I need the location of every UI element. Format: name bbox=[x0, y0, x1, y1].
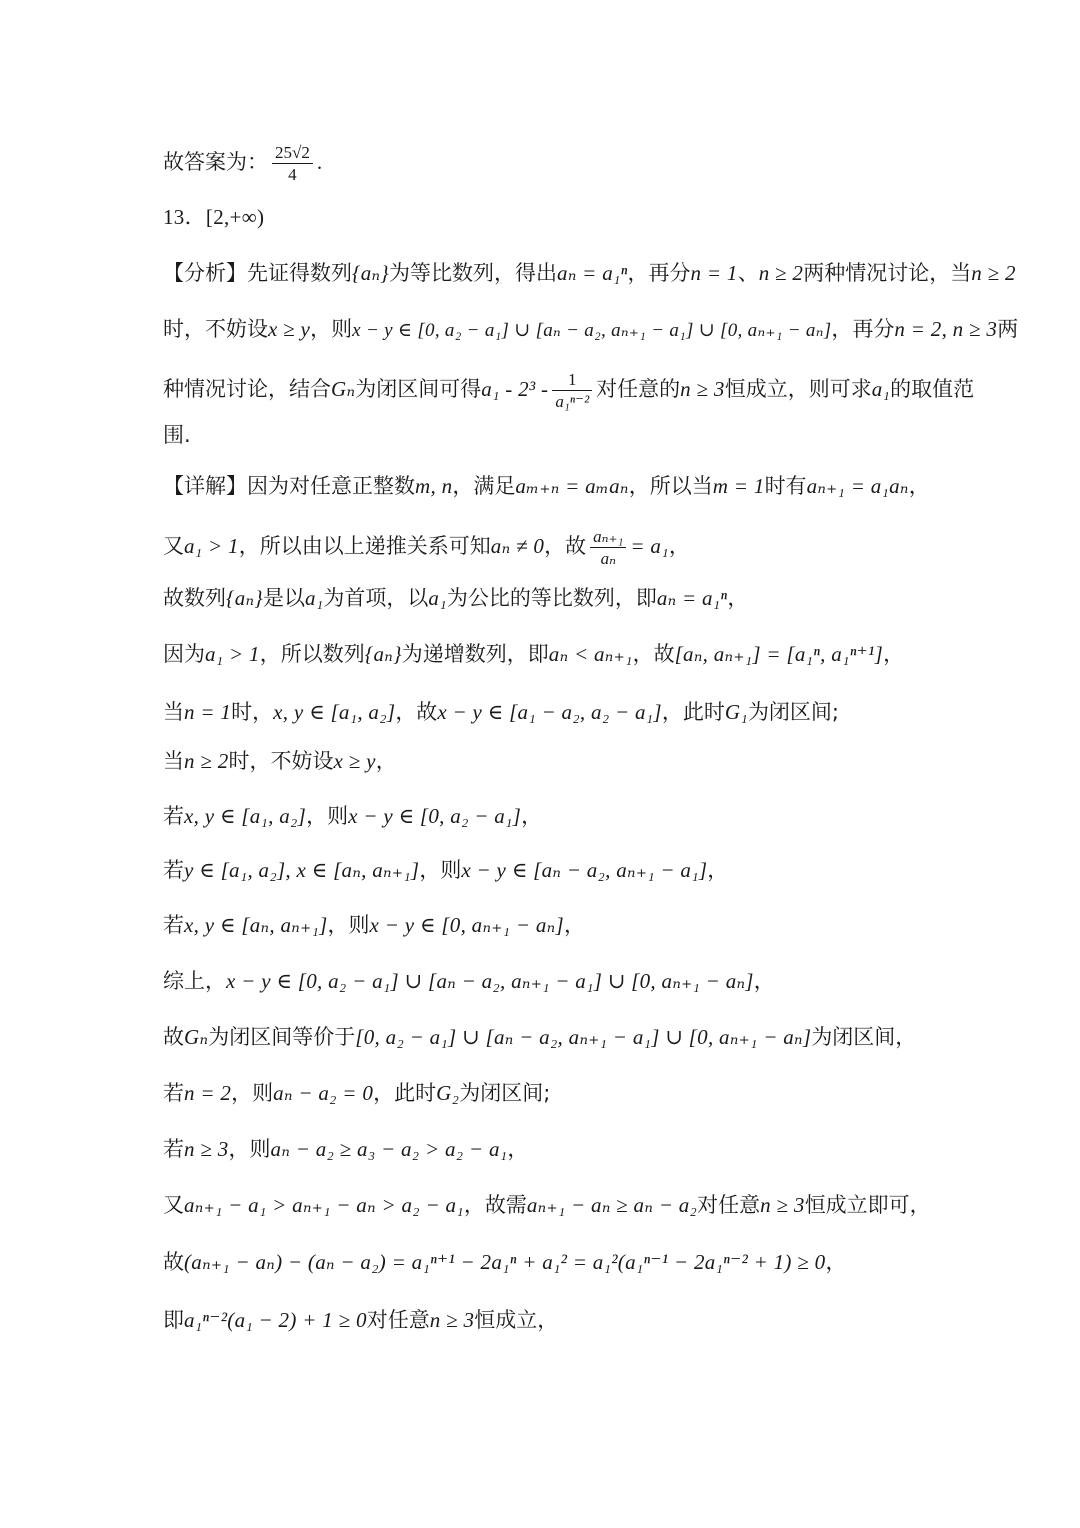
detail-math: {aₙ} bbox=[364, 642, 402, 666]
detail-line bbox=[163, 1190, 930, 1220]
detail-text: 若 bbox=[163, 858, 184, 882]
detail-text: ， bbox=[825, 1250, 847, 1274]
detail-text: 为闭区间等价于 bbox=[208, 1025, 356, 1049]
detail-text: ，则 bbox=[306, 804, 349, 828]
detail-math: x, y ∈ [a₁, a₂] bbox=[184, 804, 307, 828]
detail-math: aₙ ≠ 0 bbox=[490, 534, 545, 558]
detail-math: G₂ bbox=[436, 1081, 460, 1105]
detail-text: ，所以数列 bbox=[259, 642, 365, 666]
detail-text: 若 bbox=[163, 1137, 184, 1161]
detail-text: ， bbox=[668, 534, 690, 558]
detail-math: a₁ > 1 bbox=[184, 534, 239, 558]
analysis-math: x ≥ y bbox=[268, 317, 311, 341]
detail-math: a₁ bbox=[305, 586, 324, 610]
analysis-line-4 bbox=[163, 420, 930, 450]
analysis-math: n ≥ 2 bbox=[971, 261, 1016, 285]
detail-math: n ≥ 3 bbox=[760, 1193, 805, 1217]
detail-text: 为首项，以 bbox=[323, 586, 429, 610]
detail-math: a₁ > 1 bbox=[205, 642, 260, 666]
detail-text: 故 bbox=[163, 1250, 184, 1274]
analysis-math: {aₙ} bbox=[352, 261, 390, 285]
analysis-text: 围. bbox=[163, 423, 191, 447]
detail-math: aₘ₊ₙ = aₘaₙ bbox=[515, 474, 629, 498]
detail-text: ， bbox=[753, 969, 775, 993]
detail-text: 综上， bbox=[163, 969, 226, 993]
analysis-math: n ≥ 2 bbox=[758, 261, 804, 285]
detail-line bbox=[163, 1247, 930, 1277]
detail-math: x − y ∈ [0, a₂ − a₁] ∪ [aₙ − a₂, aₙ₊₁ − a₁] ∪ [0, aₙ₊₁ − aₙ] bbox=[226, 969, 754, 993]
analysis-math: x − y ∈ [0, a₂ − a₁] ∪ [aₙ − a₂, aₙ₊₁ − a₁] ∪ [0, aₙ₊₁ − aₙ] bbox=[352, 320, 832, 341]
analysis-text: 种情况讨论，结合 bbox=[163, 377, 331, 401]
detail-frac-numerator: aₙ₊₁ bbox=[590, 527, 626, 548]
detail-fraction bbox=[590, 527, 626, 568]
detail-line bbox=[163, 855, 930, 885]
analysis-text: 为闭区间可得 bbox=[355, 377, 482, 401]
analysis-text: ，再分 bbox=[627, 261, 691, 285]
detail-text: 为闭区间， bbox=[811, 1025, 917, 1049]
detail-line bbox=[163, 801, 930, 831]
detail-text: ，故 bbox=[632, 642, 675, 666]
detail-math: x, y ∈ [aₙ, aₙ₊₁] bbox=[184, 913, 328, 937]
detail-math: aₙ − a₂ = 0 bbox=[273, 1081, 374, 1105]
analysis-math: aₙ = a₁ⁿ bbox=[557, 261, 628, 285]
detail-math: aₙ₊₁ = a₁aₙ bbox=[806, 474, 909, 498]
detail-text: 时有 bbox=[764, 474, 807, 498]
detail-math: = a₁ bbox=[630, 534, 669, 558]
analysis-math: n = 1 bbox=[690, 261, 738, 285]
detail-text: ，此时 bbox=[373, 1081, 437, 1105]
answer-line bbox=[163, 143, 930, 184]
analysis-frac-denominator: a₁ⁿ⁻² bbox=[555, 392, 590, 411]
detail-text: ，则 bbox=[419, 858, 462, 882]
detail-text: 为闭区间; bbox=[459, 1081, 551, 1105]
detail-text: ， bbox=[727, 586, 749, 610]
detail-line bbox=[163, 1022, 930, 1052]
analysis-text: 的取值范 bbox=[890, 377, 975, 401]
answer-frac-numerator: 25√2 bbox=[272, 143, 313, 164]
detail-math: x ≥ y bbox=[333, 749, 376, 773]
detail-line bbox=[163, 966, 930, 996]
analysis-text: 两 bbox=[997, 317, 1019, 341]
detail-line bbox=[163, 746, 930, 776]
detail-text: 是以 bbox=[263, 586, 306, 610]
detail-math: x − y ∈ [0, aₙ₊₁ − aₙ] bbox=[369, 913, 564, 937]
answer-fraction bbox=[272, 143, 313, 184]
detail-math: m = 1 bbox=[712, 474, 765, 498]
detail-math: aₙ < aₙ₊₁ bbox=[548, 642, 633, 666]
analysis-text: 【分析】先证得数列 bbox=[163, 261, 352, 285]
detail-text: 若 bbox=[163, 913, 184, 937]
problem-number: 13． bbox=[163, 205, 206, 229]
analysis-math: a₁ bbox=[871, 377, 891, 401]
answer-prefix: 故答案为： bbox=[163, 150, 268, 174]
detail-text: 对任意 bbox=[697, 1193, 761, 1217]
detail-text: ， bbox=[521, 804, 543, 828]
detail-text: ，故 bbox=[544, 534, 587, 558]
detail-line bbox=[163, 471, 930, 501]
detail-line bbox=[163, 583, 930, 613]
detail-text: ，此时 bbox=[661, 700, 725, 724]
detail-math: x − y ∈ [aₙ − a₂, aₙ₊₁ − a₁] bbox=[461, 858, 708, 882]
detail-text: 为公比的等比数列，即 bbox=[446, 586, 657, 610]
analysis-text: ，则 bbox=[310, 317, 353, 341]
answer-suffix: . bbox=[316, 150, 323, 174]
analysis-text: 对任意的 bbox=[596, 377, 681, 401]
detail-text: ， bbox=[507, 1137, 529, 1161]
detail-text: 当 bbox=[163, 700, 184, 724]
detail-math: x − y ∈ [a₁ − a₂, a₂ − a₁] bbox=[437, 700, 662, 724]
analysis-text: 两种情况讨论，当 bbox=[803, 261, 972, 285]
analysis-math: n = 2, n ≥ 3 bbox=[894, 317, 998, 341]
detail-math: y ∈ [a₁, a₂], x ∈ [aₙ, aₙ₊₁] bbox=[184, 858, 420, 882]
analysis-fraction bbox=[552, 370, 592, 411]
detail-math: aₙ₊₁ − a₁ > aₙ₊₁ − aₙ > a₂ − a₁ bbox=[184, 1193, 464, 1217]
detail-math: {aₙ} bbox=[226, 586, 264, 610]
detail-text: ，则 bbox=[231, 1081, 274, 1105]
detail-text: 即 bbox=[163, 1308, 184, 1332]
detail-math: n ≥ 3 bbox=[184, 1137, 229, 1161]
detail-math: n = 2 bbox=[184, 1081, 232, 1105]
analysis-text: 时，不妨设 bbox=[163, 317, 268, 341]
detail-text: ，所以由以上递推关系可知 bbox=[238, 534, 491, 558]
problem-answer: [2,+∞) bbox=[205, 205, 265, 229]
detail-line bbox=[163, 697, 930, 727]
detail-text: ，则 bbox=[327, 913, 370, 937]
detail-math: aₙ − a₂ ≥ a₃ − a₂ > a₂ − a₁ bbox=[270, 1137, 508, 1161]
detail-text: 对任意 bbox=[366, 1308, 430, 1332]
detail-text: ， bbox=[883, 642, 905, 666]
detail-text: 时，不妨设 bbox=[228, 749, 334, 773]
detail-math: aₙ = a₁ⁿ bbox=[656, 586, 728, 610]
detail-text: ， bbox=[375, 749, 397, 773]
detail-math: a₁ bbox=[428, 586, 447, 610]
detail-math: [aₙ, aₙ₊₁] = [a₁ⁿ, a₁ⁿ⁺¹] bbox=[674, 642, 884, 666]
detail-text: 又 bbox=[163, 1193, 184, 1217]
detail-text: 为递增数列，即 bbox=[401, 642, 549, 666]
detail-text: ，故需 bbox=[463, 1193, 527, 1217]
detail-math: x − y ∈ [0, a₂ − a₁] bbox=[348, 804, 522, 828]
analysis-line-1 bbox=[163, 258, 1016, 288]
analysis-text: 为等比数列，得出 bbox=[389, 261, 558, 285]
problem-13-line bbox=[163, 202, 930, 232]
analysis-frac-numerator: 1 bbox=[552, 370, 592, 391]
detail-math: n = 1 bbox=[184, 700, 232, 724]
detail-text: ，所以当 bbox=[628, 474, 713, 498]
detail-line bbox=[163, 1134, 930, 1164]
detail-text: 若 bbox=[163, 1081, 184, 1105]
detail-math: m, n bbox=[415, 474, 453, 498]
analysis-text: ，再分 bbox=[831, 317, 895, 341]
detail-math: Gₙ bbox=[184, 1025, 209, 1049]
detail-math: n ≥ 2 bbox=[184, 749, 229, 773]
answer-frac-denominator: 4 bbox=[288, 165, 297, 184]
detail-text: ， bbox=[908, 474, 930, 498]
detail-line bbox=[163, 1305, 930, 1335]
detail-text: ， bbox=[563, 913, 585, 937]
analysis-line-2 bbox=[163, 314, 1019, 344]
detail-math: n ≥ 3 bbox=[429, 1308, 475, 1332]
analysis-math: Gₙ bbox=[331, 377, 356, 401]
detail-text: 为闭区间; bbox=[747, 700, 840, 724]
detail-text: 恒成立， bbox=[474, 1308, 559, 1332]
analysis-text: 、 bbox=[737, 261, 759, 285]
detail-math: (aₙ₊₁ − aₙ) − (aₙ − a₂) = a₁ⁿ⁺¹ − 2a₁ⁿ + a₁² = a₁²(a₁ⁿ⁻¹ − 2a₁ⁿ⁻² + 1) ≥ 0 bbox=[184, 1250, 826, 1274]
detail-math: x, y ∈ [a₁, a₂] bbox=[273, 700, 396, 724]
detail-line bbox=[163, 527, 930, 568]
analysis-math: a₁ - 2³ - bbox=[481, 377, 549, 401]
detail-text: 若 bbox=[163, 804, 184, 828]
detail-line bbox=[163, 639, 930, 669]
detail-text: 恒成立即可， bbox=[804, 1193, 931, 1217]
detail-math: aₙ₊₁ − aₙ ≥ aₙ − a₂ bbox=[526, 1193, 698, 1217]
detail-text: 故数列 bbox=[163, 586, 226, 610]
detail-math: a₁ⁿ⁻²(a₁ − 2) + 1 ≥ 0 bbox=[184, 1308, 367, 1332]
analysis-math: n ≥ 3 bbox=[680, 377, 725, 401]
detail-text: 又 bbox=[163, 534, 184, 558]
detail-text: 时， bbox=[231, 700, 274, 724]
detail-text: 当 bbox=[163, 749, 184, 773]
detail-line bbox=[163, 1078, 930, 1108]
detail-line bbox=[163, 910, 930, 940]
detail-text: 【详解】因为对任意正整数 bbox=[163, 474, 415, 498]
detail-text: 故 bbox=[163, 1025, 184, 1049]
detail-text: ，则 bbox=[228, 1137, 271, 1161]
detail-math: [0, a₂ − a₁] ∪ [aₙ − a₂, aₙ₊₁ − a₁] ∪ [0, aₙ₊₁ − aₙ] bbox=[355, 1025, 812, 1049]
detail-text: 因为 bbox=[163, 642, 205, 666]
detail-frac-denominator: aₙ bbox=[600, 549, 616, 568]
detail-text: ，故 bbox=[395, 700, 438, 724]
analysis-line-3 bbox=[163, 370, 975, 411]
detail-math: G₁ bbox=[724, 700, 748, 724]
analysis-text: 恒成立，则可求 bbox=[724, 377, 872, 401]
detail-text: ，满足 bbox=[452, 474, 516, 498]
detail-text: ， bbox=[707, 858, 729, 882]
